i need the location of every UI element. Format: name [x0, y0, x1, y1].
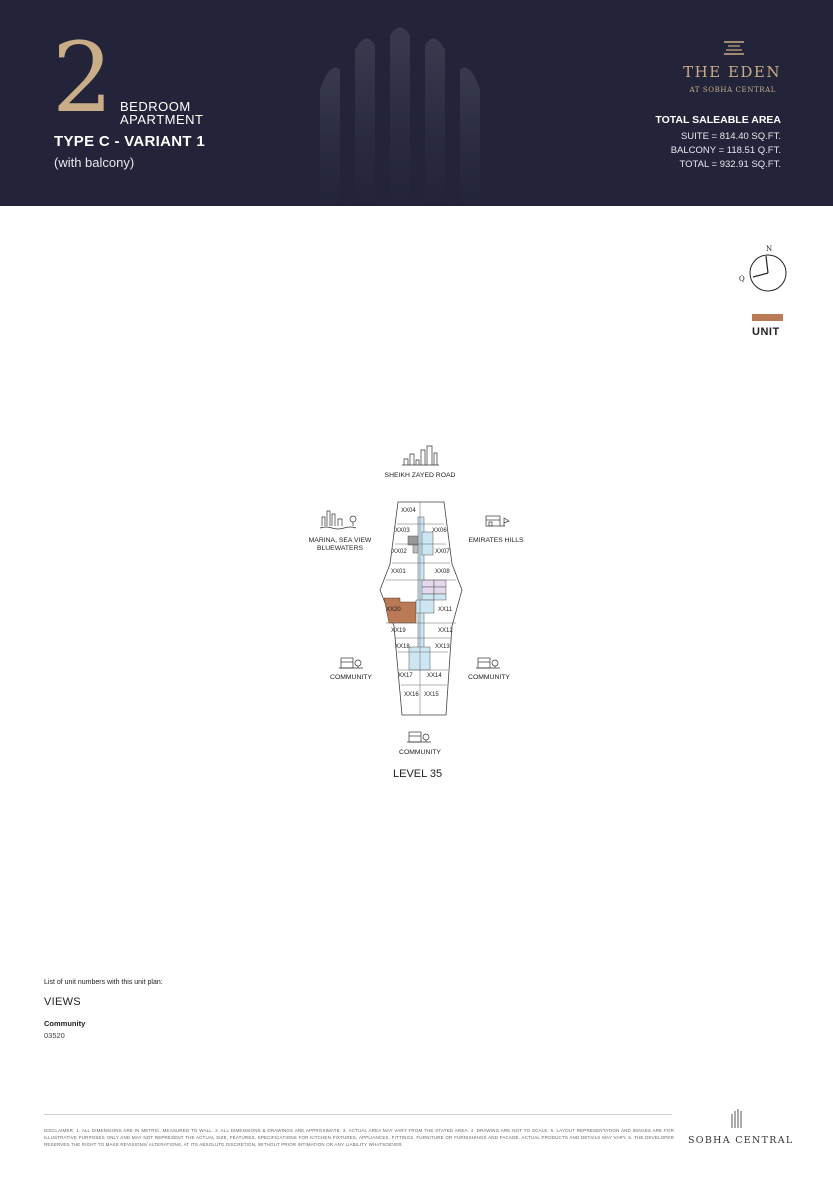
suite-area: SUITE = 814.40 SQ.FT.	[680, 131, 781, 142]
unit-label: XX13	[435, 644, 450, 650]
community-bottom-icon	[407, 732, 431, 742]
unit-label: XX19	[391, 628, 406, 634]
view-label-community-right: COMMUNITY	[468, 674, 510, 681]
skyline-icon	[402, 446, 439, 465]
the-eden-logo-icon	[722, 40, 746, 56]
views-heading: VIEWS	[44, 996, 81, 1008]
level-label: LEVEL 35	[393, 768, 443, 780]
unit-label: XX07	[435, 549, 450, 555]
apartment-label: APARTMENT	[120, 112, 204, 127]
unit-label: XX18	[395, 644, 410, 650]
bedroom-count: 2	[52, 22, 114, 134]
unit-legend-label: UNIT	[752, 326, 780, 338]
unit-type-title: TYPE C - VARIANT 1	[54, 133, 205, 150]
emirates-hills-icon	[486, 516, 509, 526]
saleable-area-title: TOTAL SALEABLE AREA	[655, 114, 781, 126]
sobha-central-logo-icon	[730, 1108, 744, 1128]
tower-silhouette-decoration	[300, 0, 500, 206]
unit-label-highlighted: XX20	[386, 607, 401, 613]
unit-label: XX08	[435, 569, 450, 575]
brand-name: THE EDEN	[683, 63, 781, 81]
header-banner	[0, 0, 833, 206]
community-left-icon	[339, 658, 363, 668]
unit-label: XX17	[398, 673, 413, 679]
marina-icon	[320, 511, 356, 529]
bedroom-label: BEDROOM	[120, 99, 191, 114]
view-label-marina: MARINA, SEA VIEW	[308, 537, 372, 544]
unit-list-title: List of unit numbers with this unit plan:	[44, 979, 163, 986]
view-category: Community	[44, 1019, 86, 1028]
view-label-emirates-hills: EMIRATES HILLS	[468, 537, 524, 544]
unit-legend-swatch	[752, 314, 783, 321]
community-right-icon	[476, 658, 500, 668]
view-label-top: SHEIKH ZAYED ROAD	[384, 472, 456, 479]
unit-label: XX02	[392, 549, 407, 555]
unit-label: XX15	[424, 692, 439, 698]
unit-label: XX11	[438, 607, 453, 613]
unit-label: XX12	[438, 628, 453, 634]
disclaimer-text: DISCLAIMER: 1. ALL DIMENSIONS ARE IN METRIC, MEASURED TO WALL. 2. ALL DIMENSIONS & DRAWINGS ARE APPROXIMATE. 3. ACTUAL AREA MAY VARY FROM THE STATED AREA. 4. DRAWING ARE NOT TO SCALE. 5. LAYOUT REPRESENTATION AND IMAGES ARE FOR ILLUSTRATIVE PURPOSES ONLY AND MAY NOT REPRESENT THE ACTUAL SIZE, FEATURES, SPECIFICATIONS FOR KITCHEN FIXTURES, APPLIANCES, FITTINGS, FURNITURE OR FURNISHINGS AND FACADE. ACTUAL PRODUCTS AND DETAILS MAY VARY. 6. THE DEVELOPER RESERVES THE RIGHT TO MAKE REVISIONS/ ALTERATIONS, AT ITS ABSOLUTE DISCRETION, WITHOUT PRIOR INTIMATION OR ANY LIABILITY WHATSOEVER.	[44, 1128, 674, 1147]
level-key-plan	[300, 440, 540, 785]
balcony-area: BALCONY = 118.51 Q.FT.	[670, 145, 781, 156]
footer-divider	[44, 1114, 672, 1115]
unit-type-subtitle: (with balcony)	[54, 155, 135, 170]
view-label-community-left: COMMUNITY	[330, 674, 372, 681]
unit-label: XX01	[391, 569, 406, 575]
compass-west-label: Q	[739, 275, 745, 283]
total-area: TOTAL = 932.91 SQ.FT.	[679, 159, 781, 170]
unit-label: XX04	[401, 508, 416, 514]
unit-label: XX06	[432, 528, 447, 534]
view-label-community-bottom: COMMUNITY	[399, 749, 441, 756]
compass-north-label: N	[766, 245, 773, 253]
view-label-bluewaters: BLUEWATERS	[316, 545, 364, 552]
footer-brand: SOBHA CENTRAL	[688, 1135, 794, 1146]
unit-number: 03520	[44, 1031, 65, 1040]
unit-label: XX03	[395, 528, 410, 534]
unit-label: XX16	[404, 692, 419, 698]
brand-subtitle: AT SOBHA CENTRAL	[689, 86, 776, 94]
unit-label: XX14	[427, 673, 442, 679]
north-compass-icon	[736, 242, 792, 292]
